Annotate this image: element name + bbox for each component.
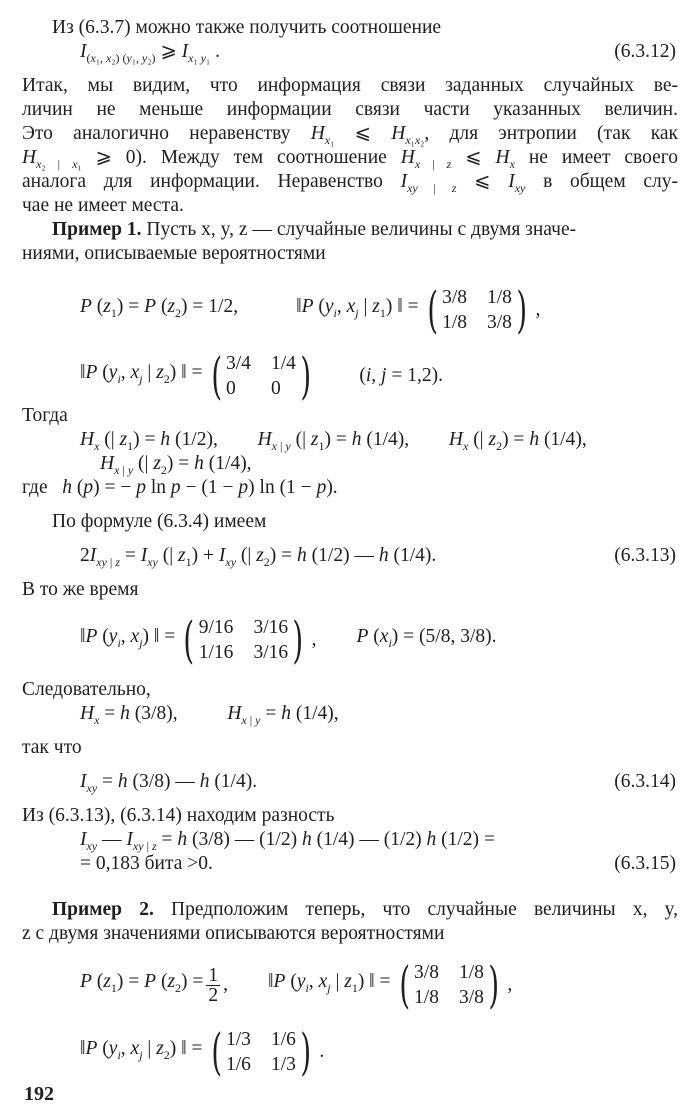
equation-number: (6.3.12) [614, 41, 676, 62]
equation-6-3-13: $2I_{xy | z} = I_{xy}$ (| $z_1) + I_{xy}$ (| $z_2) = h$ (1/2) — h (1/4). (6.3.13) [80, 545, 676, 569]
example-2-line: z с двумя значениями описываются вероятностями [22, 923, 445, 944]
equation-6-3-15-cont: = 0,183 бита >0. (6.3.15) [80, 853, 676, 874]
then-line: Тогда [22, 405, 68, 426]
paragraph-line: Это аналогично неравенству $H_{x_1}$ ⩽ $H_{x_1x_2}$, для энтропии (так как [22, 123, 679, 147]
difference-line: Из (6.3.13), (6.3.14) находим разность [22, 805, 335, 826]
matrix-m3: ( 9/16 3/16 1/16 3/16 ) [183, 611, 304, 669]
example-2-line: Пример 2. Предположим теперь, что случайные величины x, y, [52, 899, 678, 920]
equation-6-3-15: $I_{xy}$ — $I_{xy | z} = h$ (3/8) — (1/2) h (1/4) — (1/2) h (1/2) = [80, 829, 495, 853]
joint-probability: ‖P ($y_i$, $x_j$) ‖ = ( 9/16 3/16 1/16 3/16 ) , P $(x_i) = (5/8$, 3/8). [80, 611, 497, 669]
example-2-matrix-z2: ‖P ($y_i$, $x_j$ | $z_2$) ‖ = ( 1/3 1/6 1/6 1/3 ) . [80, 1023, 325, 1081]
example-2-probabilities: P $(z_1) = P$ $(z_2)$ = $\frac{1}{2}$ , ‖P ($y_i$, $x_j$ | $z_1$) ‖ = ( 3/8 1/8 1/8 3/8 ) , [80, 956, 513, 1014]
equation-6-3-14: $I_{xy} = h$ (3/8) — h (1/4). (6.3.14) [80, 771, 676, 795]
equation-number: (6.3.13) [614, 545, 676, 566]
matrix-m4: ( 3/8 1/8 1/8 3/8 ) [398, 956, 500, 1014]
matrix-m2: ( 3/4 1/4 0 0 ) [210, 347, 311, 405]
example-1-line: ниями, описываемые вероятностями [22, 243, 326, 264]
paragraph-line: чае не имеет места. [22, 195, 184, 216]
example-1-probabilities: P $(z_1) = P$ $(z_2) = 1/2$, ‖P ($y_i$, $x_j$ | $z_1$) ‖ = ( 3/8 1/8 1/8 3/8 ) , [80, 281, 541, 339]
paragraph-line: $H_{x_2 | x_1}$ ⩾ 0). Между тем соотношение $H_{x | z}$ ⩽ $H_x$ не имеет своего [22, 147, 679, 171]
so-that-line: так что [22, 737, 82, 758]
matrix-m1: ( 3/8 1/8 1/8 3/8 ) [426, 281, 528, 339]
same-time-line: В то же время [22, 579, 139, 600]
example-2-title: Пример 2. [52, 899, 154, 920]
entropy-line: $H_{x | y}$ (| $z_2) = h$ (1/4), [100, 453, 252, 477]
paragraph-line: аналога для информации. Неравенство $I_{xy | z}$ ⩽ $I_{xy}$ в общем слу- [22, 171, 678, 195]
paragraph-line: Итак, мы видим, что информация связи заданных случайных ве- [22, 75, 678, 96]
page-number: 192 [24, 1083, 54, 1105]
entropy-line: $H_x$ (| $z_1) = h$ (1/2), $H_{x | y}$ (| $z_1) = h$ (1/4), $H_x$ (| $z_2) = h$ (1/4), [80, 429, 587, 453]
equation-6-3-12: $I_{(x_1, x_2) (y_1, y_2)}$ ⩾ $I_{x_1 y_1}$ . (6.3.12) [80, 41, 676, 65]
where-line: где h (p) = − p ln p − (1 − p) ln (1 − p). [22, 477, 338, 498]
formula-ref-line: По формуле (6.3.4) имеем [52, 511, 267, 532]
intro-line: Из (6.3.7) можно также получить соотношение [52, 17, 442, 38]
paragraph-line: личин не меньше информации связи части указанных величин. [22, 99, 678, 120]
entropy-result-line: $H_x = h$ (3/8), $H_{x | y} = h$ (1/4), [80, 703, 339, 727]
therefore-line: Следовательно, [22, 679, 151, 700]
example-1-line: Пример 1. Пусть x, y, z — случайные величины с двумя значе- [52, 219, 577, 240]
example-1-matrix-z2: ‖P ($y_i$, $x_j$ | $z_2$) ‖ = ( 3/4 1/4 0 0 ) (i, j = 1,2). [80, 347, 443, 405]
matrix-m5: ( 1/3 1/6 1/6 1/3 ) [210, 1023, 311, 1081]
equation-number: (6.3.15) [614, 853, 676, 874]
equation-number: (6.3.14) [614, 771, 676, 792]
example-1-title: Пример 1. [52, 219, 142, 240]
fraction-one-half: $\frac{1}{2}$ [208, 964, 219, 1006]
